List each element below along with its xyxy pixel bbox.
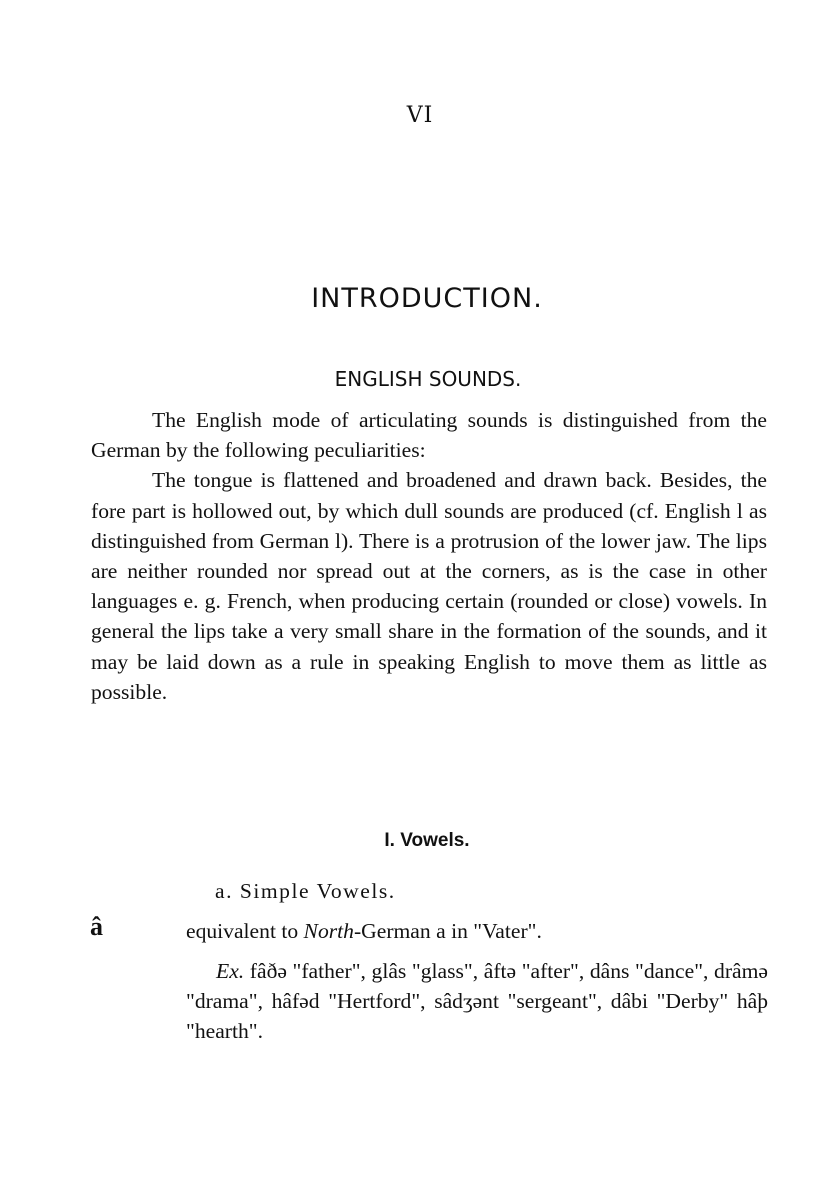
- vowel-definition: [186, 919, 542, 944]
- paragraph: The tongue is flattened and broadened and drawn back. Besides, the fore part is hollowed out, by which dull sounds are produced (cf. English l as distinguished from German l). There is a protrusion of the lower jaw. The lips are neither rounded nor spread out at the corners, as is the case in other languages e. g. French, when producing certain (rounded or close) vowels. In general the lips take a very small share in the formation of the sounds, and it may be laid down as a rule in speaking English to move them as little as possible.: [91, 468, 767, 704]
- section-subtitle: ENGLISH SOUNDS.: [334, 367, 522, 391]
- example-label: Ex.: [216, 959, 245, 983]
- definition-emphasis: North: [303, 919, 354, 943]
- vowel-symbol: â: [90, 912, 103, 941]
- page-title: INTRODUCTION.: [311, 283, 543, 314]
- subsection-heading: a. Simple Vowels.: [215, 879, 396, 903]
- example-block: [186, 956, 768, 1047]
- definition-text: -German a in "Vater".: [353, 919, 542, 943]
- intro-body: [91, 405, 767, 707]
- paragraph: The English mode of articulating sounds is distinguished from the German by the following peculiarities:: [91, 408, 767, 463]
- example-line: [186, 956, 768, 1047]
- page-number: VI: [406, 103, 434, 128]
- example-text: fâðə "father", glâs "glass", âftə "after", dâns "dance", drâmə "drama", hâfəd "Hertford", sâdʒənt "sergeant", dâbi "Derby" hâþ "hearth".: [186, 959, 768, 1044]
- section-heading: I. Vowels.: [384, 830, 470, 851]
- definition-text: equivalent to: [186, 919, 304, 943]
